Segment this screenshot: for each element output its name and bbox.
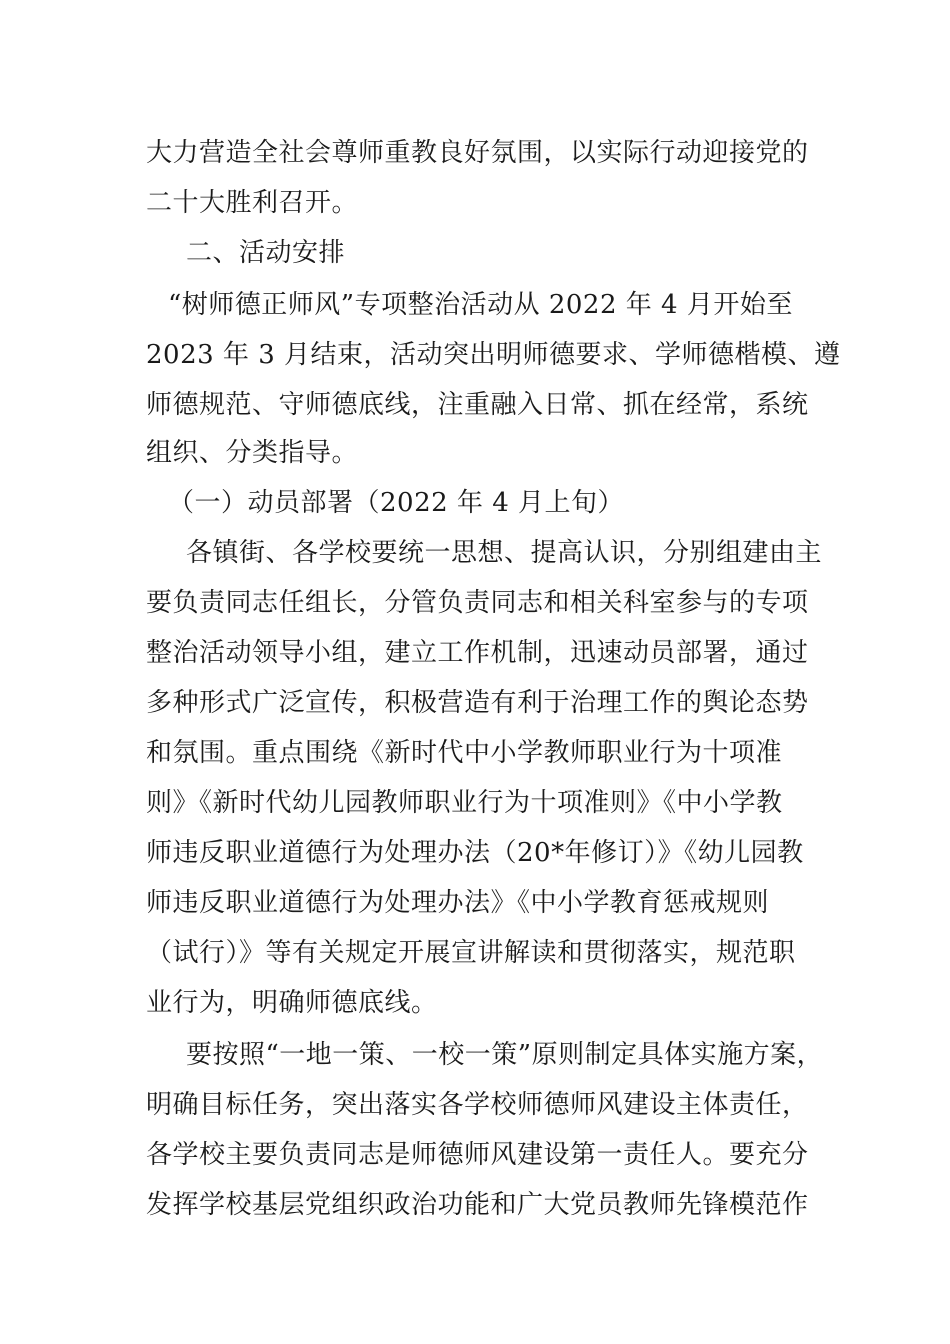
text-line-18: 业行为，明确师德底线。 [146,988,438,1018]
text-line-1: 大力营造全社会尊师重教良好氛围，以实际行动迎接党的 [146,138,809,168]
section-heading: 二、活动安排 [186,238,346,268]
text-line-5: 2023 年 3 月结束，活动突出明师德要求、学师德楷模、遵 [146,340,841,370]
text-line-12: 多种形式广泛宣传，积极营造有利于治理工作的舆论态势 [146,688,809,718]
text-line-17: （试行）》等有关规定开展宣讲解读和贯彻落实，规范职 [146,938,796,968]
subsection-heading: （一）动员部署（2022 年 4 月上旬） [168,488,625,518]
text-line-11: 整治活动领导小组，建立工作机制，迅速动员部署，通过 [146,638,809,668]
text-line-14: 则》《新时代幼儿园教师职业行为十项准则》《中小学教 [146,788,783,818]
text-line-22: 发挥学校基层党组织政治功能和广大党员教师先锋模范作 [146,1190,809,1220]
text-line-20: 明确目标任务，突出落实各学校师德师风建设主体责任， [146,1090,809,1120]
text-line-7: 组织、分类指导。 [146,438,359,468]
text-line-13: 和氛围。重点围绕《新时代中小学教师职业行为十项准 [146,738,783,768]
text-line-16: 师违反职业道德行为处理办法》《中小学教育惩戒规则 [146,888,770,918]
text-line-19: 要按照“一地一策、一校一策”原则制定具体实施方案， [186,1040,824,1070]
text-line-2: 二十大胜利召开。 [146,188,359,218]
text-line-4: “树师德正师风”专项整治活动从 2022 年 4 月开始至 [168,290,793,320]
text-line-9: 各镇街、各学校要统一思想、提高认识，分别组建由主 [186,538,823,568]
text-line-15: 师违反职业道德行为处理办法（20*年修订）》《幼儿园教 [146,838,804,868]
text-line-21: 各学校主要负责同志是师德师风建设第一责任人。要充分 [146,1140,809,1170]
text-line-10: 要负责同志任组长，分管负责同志和相关科室参与的专项 [146,588,809,618]
text-line-6: 师德规范、守师德底线，注重融入日常、抓在经常，系统 [146,390,809,420]
